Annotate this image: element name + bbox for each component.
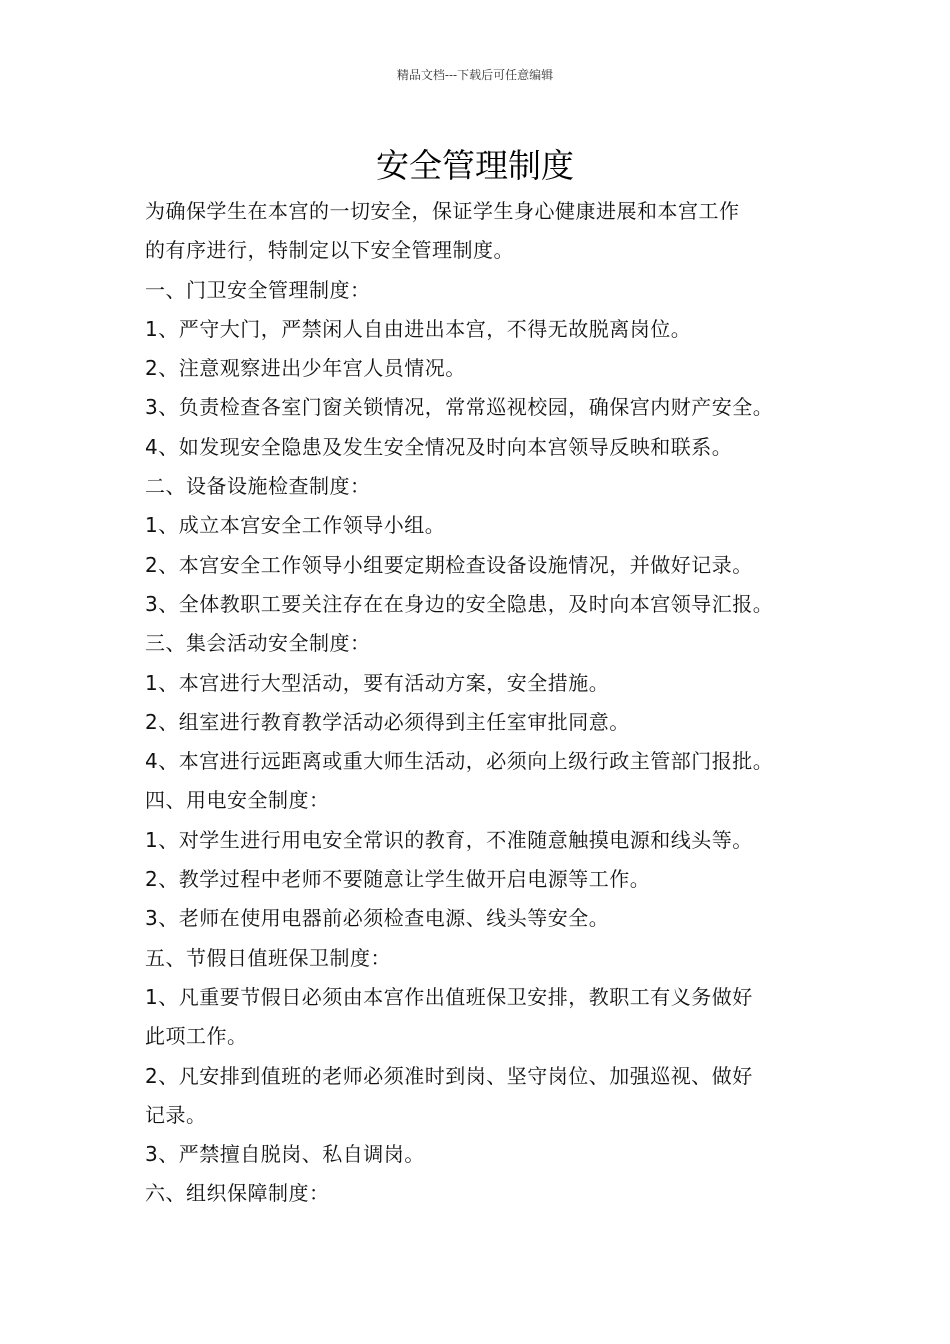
section-heading: 二、设备设施检查制度： <box>145 474 371 499</box>
body-line: 3、老师在使用电器前必须检查电源、线头等安全。 <box>145 906 610 931</box>
body-line: 2、教学过程中老师不要随意让学生做开启电源等工作。 <box>145 867 651 892</box>
section-heading: 四、用电安全制度： <box>145 788 330 813</box>
body-line: 1、凡重要节假日必须由本宫作出值班保卫安排，教职工有义务做好 <box>145 984 753 1009</box>
body-line: 3、负责检查各室门窗关锁情况，常常巡视校园，确保宫内财产安全。 <box>145 395 774 420</box>
body-line: 1、成立本宫安全工作领导小组。 <box>145 513 446 538</box>
document-title: 安全管理制度 <box>376 146 574 185</box>
body-line: 1、对学生进行用电安全常识的教育，不准随意触摸电源和线头等。 <box>145 827 753 852</box>
section-heading: 一、门卫安全管理制度： <box>145 277 371 302</box>
section-heading: 三、集会活动安全制度： <box>145 631 371 656</box>
body-line: 为确保学生在本宫的一切安全，保证学生身心健康进展和本宫工作 <box>145 199 740 223</box>
body-line: 1、本宫进行大型活动，要有活动方案，安全措施。 <box>145 670 610 695</box>
body-line: 2、注意观察进出少年宫人员情况。 <box>145 356 466 381</box>
body-line: 4、如发现安全隐患及发生安全情况及时向本宫领导反映和联系。 <box>145 434 733 459</box>
document-body <box>145 196 825 1218</box>
body-line: 2、组室进行教育教学活动必须得到主任室审批同意。 <box>145 709 630 734</box>
body-line: 1、严守大门，严禁闲人自由进出本宫，不得无故脱离岗位。 <box>145 316 692 341</box>
body-line: 此项工作。 <box>145 1024 248 1049</box>
body-line: 记录。 <box>145 1102 207 1127</box>
body-line: 2、凡安排到值班的老师必须准时到岗、坚守岗位、加强巡视、做好 <box>145 1063 753 1088</box>
section-heading: 五、节假日值班保卫制度： <box>145 945 391 970</box>
body-line: 3、严禁擅自脱岗、私自调岗。 <box>145 1142 425 1167</box>
section-heading: 六、组织保障制度： <box>145 1181 330 1206</box>
header-note: 精品文档---下载后可任意编辑 <box>396 68 554 82</box>
body-line: 3、全体教职工要关注存在在身边的安全隐患，及时向本宫领导汇报。 <box>145 591 774 616</box>
body-line: 4、本宫进行远距离或重大师生活动，必须向上级行政主管部门报批。 <box>145 749 774 774</box>
body-line: 的有序进行，特制定以下安全管理制度。 <box>145 238 514 263</box>
body-line: 2、本宫安全工作领导小组要定期检查设备设施情况，并做好记录。 <box>145 552 753 577</box>
